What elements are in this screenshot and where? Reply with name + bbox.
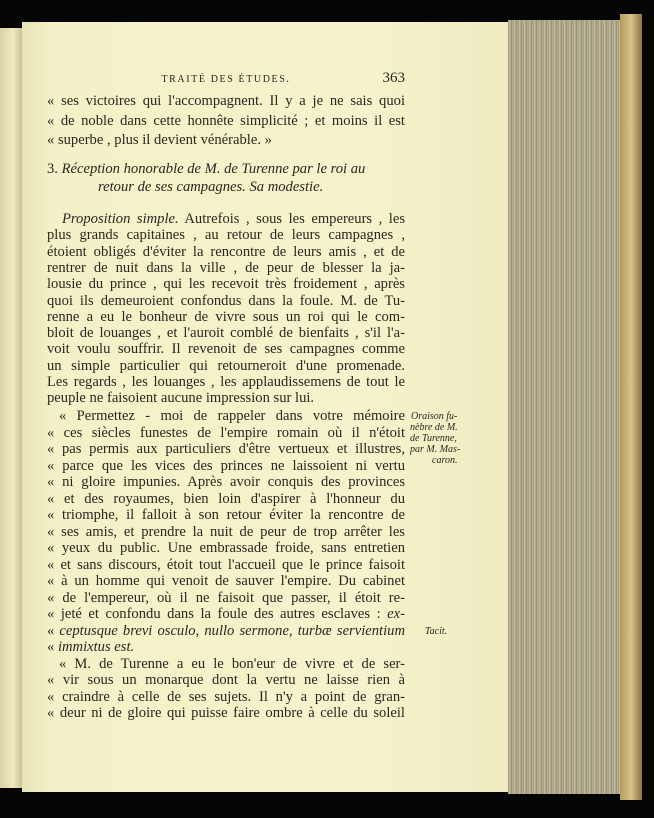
- paragraph-line: [47, 293, 405, 309]
- margin-note-oraison: par M. Mas-: [410, 444, 461, 455]
- text-run: « ses victoires qui l'accompagnent. Il y a je ne sais quoi: [47, 93, 405, 109]
- text-run: «: [47, 622, 55, 639]
- text-run: « et sans discours, étoit tout l'accueil que le prince faisoit: [47, 556, 405, 573]
- quote-line: [47, 458, 405, 474]
- margin-note-oraison: nèbre de M.: [410, 422, 458, 433]
- quote-line: [47, 474, 405, 490]
- quote-line: [47, 491, 405, 507]
- text-run: « superbe , plus il devient vénérable. »: [47, 132, 272, 148]
- paragraph-line: [47, 227, 405, 243]
- text-run: « ces siècles funestes de l'empire romain où il n'étoit: [47, 424, 405, 441]
- text-run: « et des royaumes, bien loin d'aspirer à l'honneur du: [47, 490, 405, 507]
- text-run: rentrer de nuit dans la ville , de peur de blesser la ja-: [47, 259, 405, 276]
- paragraph-line: [47, 358, 405, 374]
- quote-line: [59, 408, 405, 424]
- paragraph-line: [47, 374, 405, 390]
- quote-line: [47, 689, 405, 705]
- margin-note-oraison: Oraison fu-: [411, 411, 458, 422]
- paragraph-line: [62, 211, 405, 227]
- text-run: ceptusque brevi osculo, nullo sermone, turbæ servientium: [54, 622, 405, 639]
- quote-line: [47, 573, 405, 589]
- text-run: « pas permis aux particuliers d'être vertueux et illustres,: [47, 441, 405, 458]
- text-run: lousie du prince , qui les recevoit très froidement , après: [47, 276, 405, 293]
- body-line: [47, 113, 405, 129]
- text-run: « ses amis, et prendre la nuit de peur de trop arrêter les: [47, 523, 405, 540]
- quote-line: [47, 441, 405, 457]
- text-run: Les regards , les louanges , les applaudissemens de tout le: [47, 374, 405, 390]
- text-run: étoient obligés d'éviter la rencontre de leurs amis , et de: [47, 243, 405, 260]
- text-run: un simple particulier qui retourneroit d'une promenade.: [47, 357, 405, 374]
- text-run: immixtus est.: [54, 639, 135, 656]
- text-run: « vir sous un monarque dont la vertu ne laisse rien à: [47, 672, 405, 689]
- text-run: « deur ni de gloire qui puisse faire ombre à celle du soleil: [47, 705, 405, 722]
- text-run: « à un homme qui venoit de sauver l'empire. Du cabinet: [47, 573, 405, 590]
- text-run: voit voulu souffrir. Il revenoit de ses campagnes comme: [47, 341, 405, 358]
- quote-line: [59, 656, 405, 672]
- paragraph-line: [47, 260, 405, 276]
- page-number: 363: [382, 70, 405, 86]
- text-run: « craindre à celle de ses sujets. Il n'y a point de gran-: [47, 688, 405, 705]
- quote-line: [47, 606, 405, 622]
- quote-line: [47, 639, 405, 655]
- quote-line: [47, 507, 405, 523]
- text-run: « jeté et confondu dans la foule des autres esclaves :: [47, 606, 381, 623]
- text-run: plus grands capitaines , au retour de leurs campagnes ,: [47, 227, 405, 244]
- margin-note-oraison: caron.: [432, 455, 458, 466]
- section-heading-line2: retour de ses campagnes. Sa modestie.: [98, 179, 324, 195]
- text-run: quoi ils demeuroient confondus dans la foule. M. de Tu-: [47, 292, 405, 309]
- text-run: bloit de louanges , et l'auroit comblé de bienfaits , s'il l'a-: [47, 325, 405, 342]
- text-run: « yeux du public. Une embrassade froide, sans entretien: [47, 540, 405, 557]
- text-run: « Permettez - moi de rappeler dans votre mémoire: [59, 408, 405, 424]
- quote-line: [47, 540, 405, 556]
- section-heading-text: Réception honorable de M. de Turenne par le roi au: [61, 161, 366, 177]
- paragraph-line: [47, 244, 405, 260]
- quote-line: [47, 524, 405, 540]
- paragraph-line: [47, 390, 405, 406]
- section-number: 3.: [47, 161, 58, 177]
- text-run: «: [47, 639, 55, 656]
- book-cover-edge: [620, 14, 642, 800]
- quote-line: [47, 557, 405, 573]
- running-header: TRAITÉ DES ÉTUDES.: [161, 74, 291, 85]
- text-run: Autrefois , sous les empereurs , les: [178, 211, 405, 227]
- facing-page-edge: [0, 28, 22, 788]
- page-edges: [508, 20, 626, 794]
- text-run: « de noble dans cette honnête simplicité ; et moins il est: [47, 112, 405, 129]
- text-run: « ni gloire impunies. Après avoir conquis des provinces: [47, 474, 405, 491]
- quote-line: [47, 590, 405, 606]
- text-run: « triomphe, il falloit à son retour éviter la rencontre de: [47, 507, 405, 524]
- paragraph-line: [47, 325, 405, 341]
- margin-note-oraison: de Turenne,: [410, 433, 457, 444]
- text-run: Proposition simple.: [62, 211, 179, 227]
- text-run: « de l'empereur, où il ne faisoit que passer, il étoit re-: [47, 589, 405, 606]
- text-run: renne a eu le bonheur de vivre sous un roi qui le com-: [47, 308, 405, 325]
- quote-line: [47, 623, 405, 639]
- text-run: « M. de Turenne a eu le bon'eur de vivre et de ser-: [59, 655, 405, 672]
- paragraph-line: [47, 341, 405, 357]
- body-line: [47, 93, 405, 109]
- section-heading-line1: [47, 161, 365, 178]
- text-run: « parce que les vices des princes ne laissoient ni vertu: [47, 457, 405, 474]
- text-run: ex-: [380, 606, 405, 623]
- quote-line: [47, 672, 405, 688]
- paragraph-line: [47, 309, 405, 325]
- text-run: peuple ne faisoient aucune impression sur lui.: [47, 390, 315, 407]
- quote-line: [47, 425, 405, 441]
- body-line: [47, 132, 405, 148]
- paragraph-line: [47, 276, 405, 292]
- margin-note-tacit: Tacit.: [425, 626, 448, 637]
- quote-line: [47, 705, 405, 721]
